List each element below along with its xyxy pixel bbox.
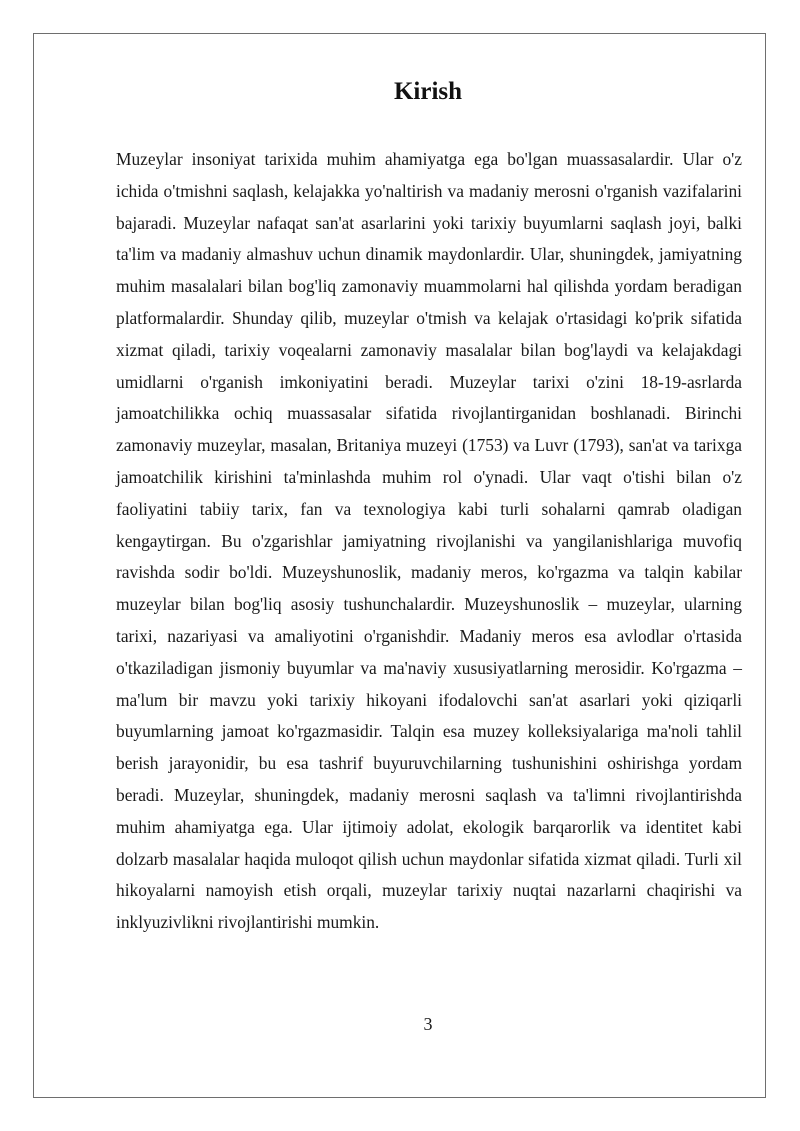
body-paragraph: Muzeylar insoniyat tarixida muhim ahamiyatga ega bo'lgan muassasalardir. Ular o'z ichida o'tmishni saqlash, kelajakka yo'naltirish va madaniy merosni o'rganish vazifalarini bajaradi. Muzeylar nafaqat san'at asarlarini yoki tarixiy buyumlarni saqlash joyi, balki ta'lim va madaniy almashuv uchun dinamik maydonlardir. Ular, shuningdek, jamiyatning muhim masalalari bilan bog'liq zamonaviy muammolarni hal qilishda yordam beradigan platformalardir. Shunday qilib, muzeylar o'tmish va kelajak o'rtasidagi ko'prik sifatida xizmat qiladi, tarixiy voqealarni zamonaviy masalalar bilan bog'laydi va kelajakdagi umidlarni o'rganish imkoniyatini beradi. Muzeylar tarixi o'zini 18-19-asrlarda jamoatchilikka ochiq muassasalar sifatida rivojlantirganidan boshlanadi. Birinchi zamonaviy muzeylar, masalan, Britaniya muzeyi (1753) va Luvr (1793), san'at va tarixga jamoatchilik kirishini ta'minlashda muhim rol o'ynadi. Ular vaqt o'tishi bilan o'z faoliyatini tabiiy tarix, fan va texnologiya kabi turli sohalarni qamrab oladigan kengaytirgan. Bu o'zgarishlar jamiyatning rivojlanishi va yangilanishlariga muvofiq ravishda sodir bo'ldi. Muzeyshunoslik, madaniy meros, ko'rgazma va talqin kabilar muzeylar bilan bog'liq asosiy tushunchalardir. Muzeyshunoslik – muzeylar, ularning tarixi, nazariyasi va amaliyotini o'rganishdir. Madaniy meros esa avlodlar o'rtasida o'tkaziladigan jismoniy buyumlar va ma'naviy xususiyatlarning merosidir. Ko'rgazma – ma'lum bir mavzu yoki tarixiy hikoyani ifodalovchi san'at asarlari yoki qiziqarli buyumlarning jamoat ko'rgazmasidir. Talqin esa muzey kolleksiyalariga ma'noli tahlil berish jarayonidir, bu esa tashrif buyuruvchilarning tushunishini oshirishga yordam beradi. Muzeylar, shuningdek, madaniy merosni saqlash va ta'limni rivojlantirishda muhim ahamiyatga ega. Ular ijtimoiy adolat, ekologik barqarorlik va identitet kabi dolzarb masalalar haqida muloqot qilish uchun maydonlar sifatida xizmat qiladi. Turli xil hikoyalarni namoyish etish orqali, muzeylar tarixiy nuqtai nazarlarni chaqirishi va inklyuzivlikni rivojlantirishi mumkin. bbox=[116, 149, 742, 933]
page-number: 3 bbox=[423, 1014, 433, 1034]
page-title: Kirish bbox=[393, 78, 463, 105]
